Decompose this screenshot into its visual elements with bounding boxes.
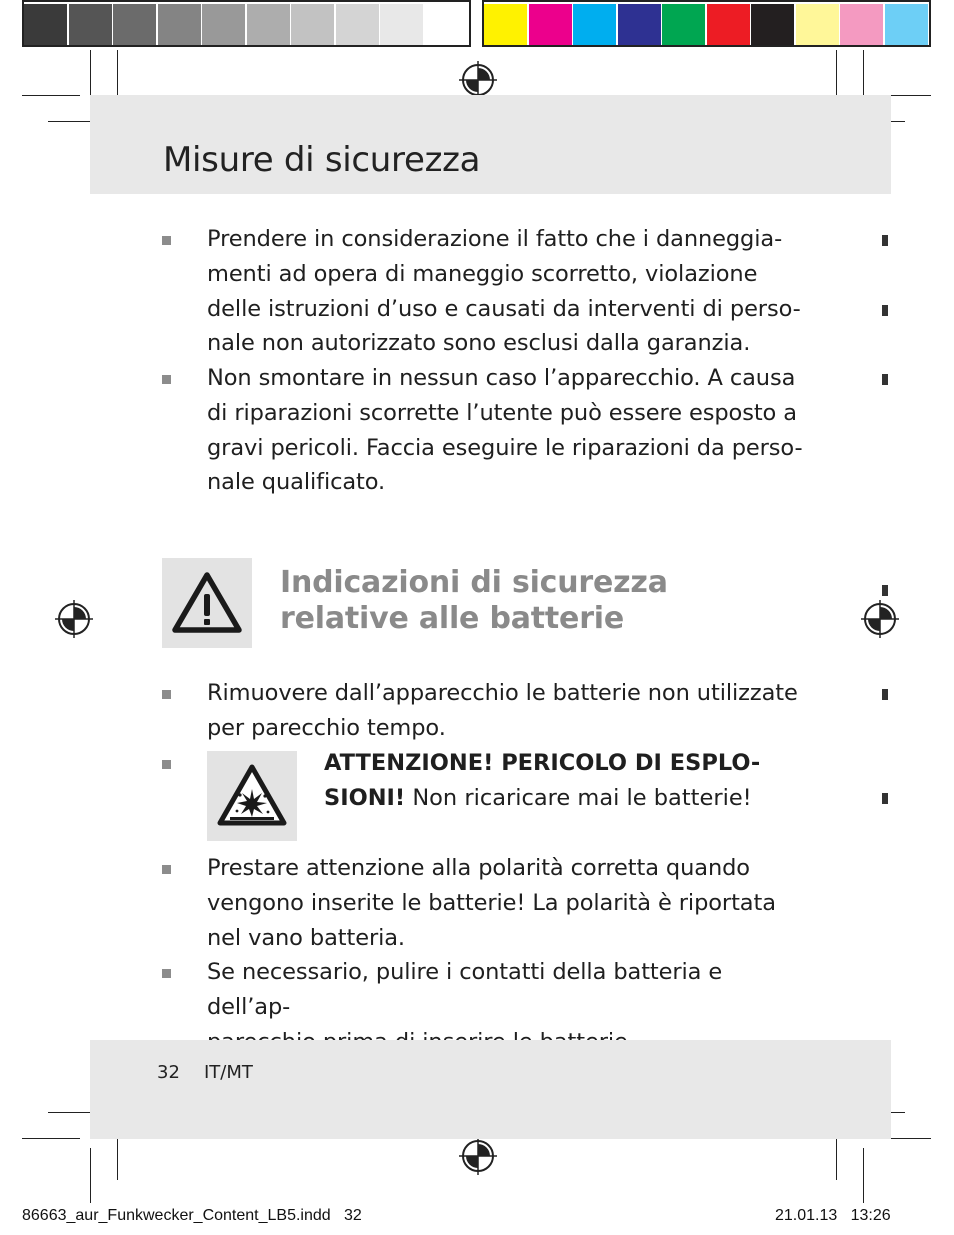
- color-swatch: [796, 4, 839, 45]
- color-swatch: [707, 4, 750, 45]
- color-swatch: [840, 4, 883, 45]
- gray-swatch: [336, 4, 379, 45]
- list-item: Non smontare in nessun caso l’apparecchio. A causa di riparazioni scorrette l’utente può essere esposto a gravi pericoli. Faccia eseguire le riparazioni da perso- nale qualificato.: [207, 365, 803, 496]
- language-code: IT/MT: [204, 1062, 253, 1083]
- list-item: Se necessario, pulire i contatti della batteria e dell’ap-: [207, 959, 723, 1020]
- list-item: Rimuovere dall’apparecchio le batterie non utilizzate per parecchio tempo.: [207, 680, 798, 741]
- gray-swatch: [24, 4, 67, 45]
- margin-marker: [882, 305, 888, 316]
- margin-marker: [882, 689, 888, 700]
- page-title: Misure di sicurezza: [163, 140, 481, 180]
- color-swatch: [529, 4, 572, 45]
- footer-panel: [90, 1040, 891, 1139]
- color-swatch: [885, 4, 928, 45]
- registration-mark-icon: [55, 600, 93, 638]
- margin-marker: [882, 235, 888, 246]
- explosion-icon-box: [207, 751, 297, 841]
- file-slug: 86663_aur_Funkwecker_Content_LB5.indd 32: [22, 1207, 362, 1224]
- bullet-marker: [162, 865, 171, 874]
- explosion-hazard-icon: [207, 751, 297, 841]
- warning-triangle-icon: [162, 558, 252, 648]
- bullet-marker: [162, 375, 171, 384]
- gray-swatch: [113, 4, 156, 45]
- color-swatch: [662, 4, 705, 45]
- page-number: 32: [157, 1062, 180, 1083]
- color-swatch: [484, 4, 527, 45]
- registration-mark-icon: [861, 600, 899, 638]
- warning-icon-box: [162, 558, 252, 648]
- gray-swatch: [158, 4, 201, 45]
- margin-marker: [882, 374, 888, 385]
- color-swatch: [573, 4, 616, 45]
- list-item: Prestare attenzione alla polarità corretta quando vengono inserite le batterie! La polarità è riportata nel vano batteria.: [207, 855, 776, 951]
- date-slug: 21.01.13 13:26: [775, 1207, 891, 1224]
- section-heading-line: Indicazioni di sicurezza: [280, 565, 668, 600]
- gray-swatch: [69, 4, 112, 45]
- margin-marker: [882, 793, 888, 804]
- warning-message: Non ricaricare mai le batterie!: [405, 785, 752, 811]
- bullet-marker: [162, 236, 171, 245]
- bullet-marker: [162, 760, 171, 769]
- gray-swatch: [202, 4, 245, 45]
- section-heading-line: relative alle batterie: [280, 601, 625, 636]
- gray-swatch: [380, 4, 423, 45]
- warning-text: [324, 746, 794, 816]
- registration-mark-icon: [459, 1137, 497, 1175]
- bullet-marker: [162, 690, 171, 699]
- margin-marker: [882, 585, 888, 596]
- gray-swatch: [247, 4, 290, 45]
- gray-swatch: [425, 4, 468, 45]
- color-swatch: [751, 4, 794, 45]
- warning-bold: ATTENZIONE! PERICOLO DI ESPLO- SIONI!: [324, 750, 761, 811]
- bullet-marker: [162, 969, 171, 978]
- section-heading: [280, 565, 668, 637]
- gray-swatch: [291, 4, 334, 45]
- color-swatch: [618, 4, 661, 45]
- registration-mark-icon: [459, 61, 497, 99]
- list-item: Prendere in considerazione il fatto che i danneggia- menti ad opera di maneggio scorretto, violazione delle istruzioni d’uso e causati da interventi di perso- nale non autorizzato sono esclusi dalla garanzia.: [207, 226, 801, 357]
